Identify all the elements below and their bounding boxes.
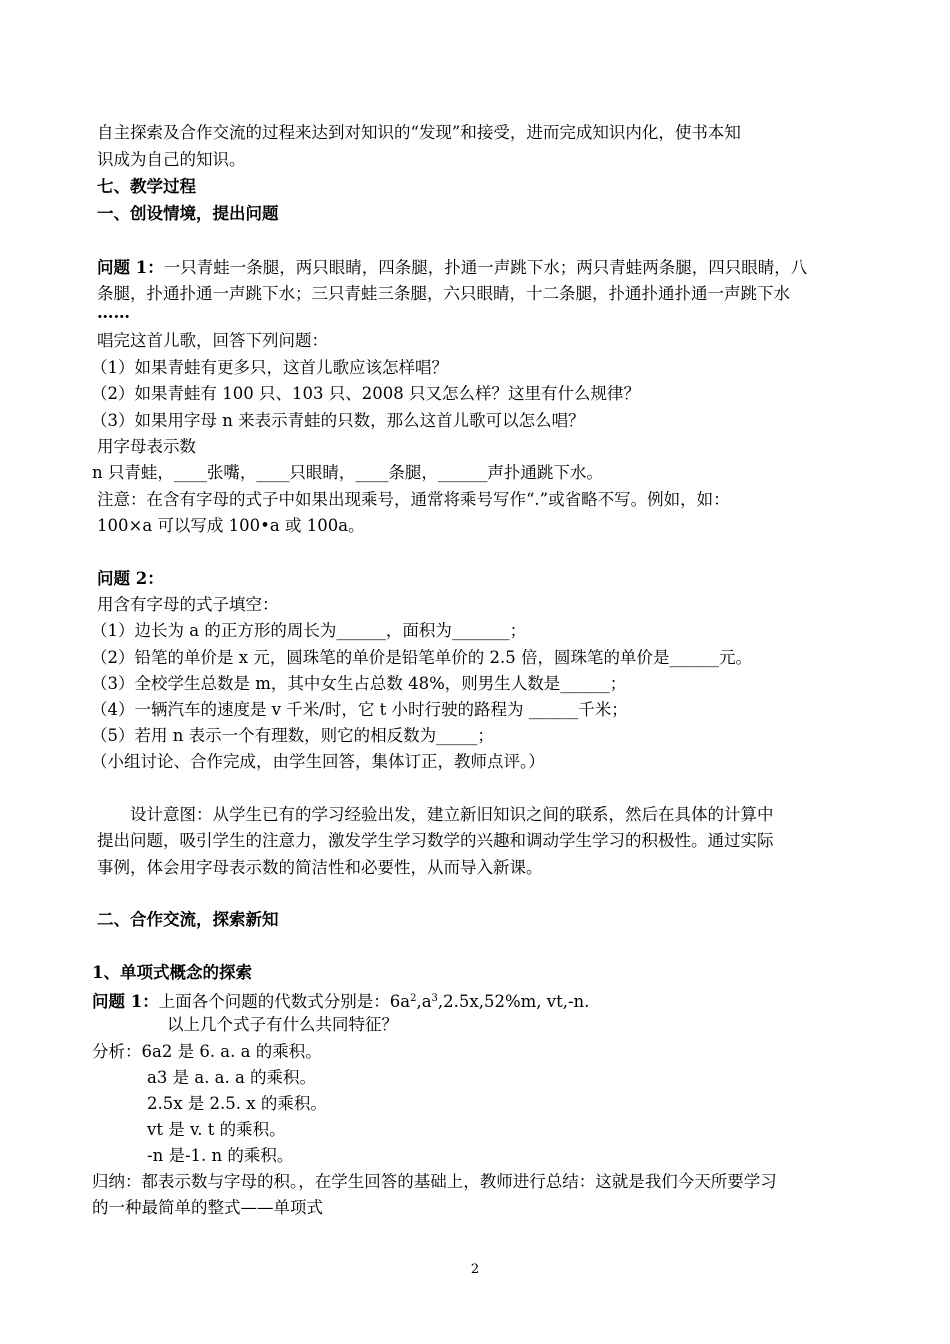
intro-line-1: 自主探索及合作交流的过程来达到对知识的“发现”和接受，进而完成知识内化，使书本知 <box>97 123 741 142</box>
section-1-title: 一、创设情境，提出问题 <box>97 204 279 223</box>
analysis-line-1: 分析：6a2 是 6. a. a 的乘积。 <box>92 1042 322 1061</box>
section-2-title: 二、合作交流，探索新知 <box>97 910 279 929</box>
problem-1-line-1 <box>97 258 807 278</box>
problem-1-line-2: 条腿，扑通扑通一声跳下水；三只青蛙三条腿，六只眼睛，十二条腿，扑通扑通扑通一声跳下水 <box>97 284 790 303</box>
problem-1-question-3: （3）如果用字母 n 来表示青蛙的只数，那么这首儿歌可以怎么唱？ <box>91 411 585 430</box>
problem-2-question-2: （2）铅笔的单价是 x 元，圆珠笔的单价是铅笔单价的 2.5 倍，圆珠笔的单价是______元。 <box>91 648 753 667</box>
analysis-line-4: vt 是 v. t 的乘积。 <box>147 1120 286 1139</box>
problem-1-subtitle: 用字母表示数 <box>97 437 196 456</box>
subsection-1-title-text: 1、单项式概念的探索 <box>92 963 252 982</box>
problem-1-question-2: （2）如果青蛙有 100 只、103 只、2008 只又怎么样？这里有什么规律？ <box>91 384 640 403</box>
problem-1-fill-in: n 只青蛙，____张嘴，____只眼睛，____条腿，______声扑通跳下水。 <box>92 463 603 482</box>
problem-1-text-1: 一只青蛙一条腿，两只眼睛，四条腿，扑通一声跳下水；两只青蛙两条腿，四只眼睛，八 <box>163 258 808 277</box>
analysis-line-2: a3 是 a. a. a 的乘积。 <box>147 1068 317 1087</box>
problem-1b-line-1 <box>92 989 589 1012</box>
intro-line-2: 识成为自己的知识。 <box>97 150 246 169</box>
problem-2-question-1: （1）边长为 a 的正方形的周长为______，面积为_______； <box>91 621 527 640</box>
problem-2-question-4: （4）一辆汽车的速度是 v 千米/时，它 t 小时行驶的路程为 ______千米； <box>91 700 628 719</box>
problem-2-question-5: （5）若用 n 表示一个有理数，则它的相反数为_____； <box>91 726 494 745</box>
page-number: 2 <box>470 1262 480 1277</box>
analysis-line-3: 2.5x 是 2.5. x 的乘积。 <box>147 1094 327 1113</box>
problem-1b-line-2: 以上几个式子有什么共同特征？ <box>167 1015 398 1034</box>
problem-1-prompt: 唱完这首儿歌，回答下列问题： <box>97 331 328 350</box>
problem-1-ellipsis: …… <box>97 303 130 322</box>
design-intent-line-2: 提出问题，吸引学生的注意力，激发学生学习数学的兴趣和调动学生学习的积极性。通过实际 <box>97 831 774 850</box>
design-intent-line-3: 事例，体会用字母表示数的简洁性和必要性，从而导入新课。 <box>97 858 543 877</box>
problem-2-discussion-note: （小组讨论、合作完成，由学生回答，集体订正，教师点评。） <box>91 752 545 771</box>
problem-2-prompt: 用含有字母的式子填空： <box>97 595 279 614</box>
problem-2-label: 问题 2： <box>97 569 164 588</box>
problem-1-note-1: 注意：在含有字母的式子中如果出现乘号，通常将乘号写作“.”或省略不写。例如，如： <box>97 490 730 509</box>
analysis-line-5: -n 是-1. n 的乘积。 <box>147 1146 294 1165</box>
problem-2-question-3: （3）全校学生总数是 m，其中女生占总数 48%，则男生人数是______； <box>91 674 627 693</box>
problem-1-note-2: 100×a 可以写成 100•a 或 100a。 <box>97 516 365 535</box>
problem-1b-text-c: ,2.5x,52%m, vt,-n. <box>437 992 590 1011</box>
problem-1b-sup-a: 2 <box>410 993 417 1004</box>
summary-line-2: 的一种最简单的整式——单项式 <box>92 1198 323 1217</box>
design-intent-line-1: 设计意图：从学生已有的学习经验出发，建立新旧知识之间的联系，然后在具体的计算中 <box>130 805 774 824</box>
problem-1-question-1: （1）如果青蛙有更多只，这首儿歌应该怎样唱？ <box>91 358 448 377</box>
problem-1b-text-a: 上面各个问题的代数式分别是：6a <box>158 992 411 1011</box>
problem-1b-text-b: ,a <box>416 992 432 1011</box>
problem-1b-label: 问题 1： <box>92 992 159 1011</box>
summary-line-1: 归纳：都表示数与字母的积。，在学生回答的基础上，教师进行总结：这就是我们今天所要学习 <box>92 1172 777 1191</box>
subsection-1-title <box>92 963 252 983</box>
problem-1-label: 问题 1： <box>97 258 164 277</box>
problem-1b-sup-b: 3 <box>431 993 438 1004</box>
section-heading-7: 七、教学过程 <box>97 177 196 196</box>
